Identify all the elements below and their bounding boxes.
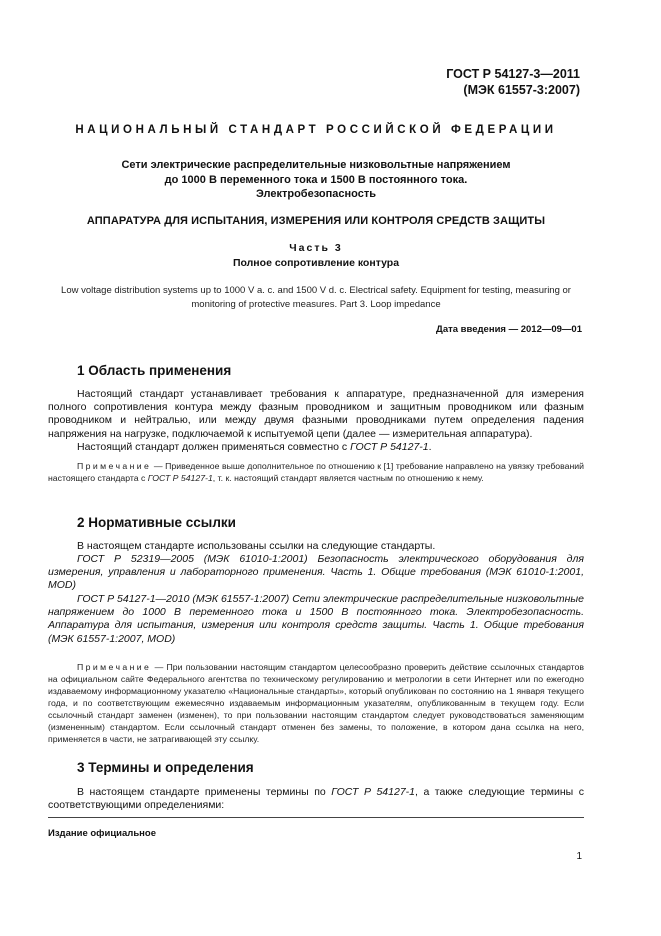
- section-3-reference: ГОСТ Р 54127-1: [331, 786, 416, 798]
- page-number: 1: [576, 851, 582, 862]
- section-1-note: [48, 460, 584, 484]
- section-1-paragraph-2: [48, 441, 584, 454]
- english-title-line-1: Low voltage distribution systems up to 1000 V a. c. and 1500 V d. c. Electrical safety. Equipment for testing, measuring or: [61, 285, 571, 296]
- section-3-prefix: В настоящем стандарте применены термины по: [77, 786, 332, 798]
- date-of-introduction: Дата введения — 2012—09—01: [436, 324, 582, 335]
- standard-designation: ГОСТ Р 54127-3—2011: [446, 67, 580, 81]
- section-3-heading: 3 Термины и определения: [77, 760, 254, 775]
- section-2-heading: 2 Нормативные ссылки: [77, 515, 236, 530]
- title-line-2: до 1000 В переменного тока и 1500 В постоянного тока.: [164, 173, 468, 186]
- note-label: Примечание: [77, 662, 152, 672]
- part-name: Полное сопротивление контура: [232, 257, 400, 269]
- para2-prefix: Настоящий стандарт должен применяться совместно с: [77, 441, 351, 453]
- iec-equivalent: (МЭК 61557-3:2007): [463, 83, 580, 97]
- note-text-b: , т. к. настоящий стандарт является частным по отношению к нему.: [212, 473, 484, 483]
- section-2-note: [48, 661, 584, 745]
- note-text-a: — Приведенное выше дополнительное по отношению к [1] требование направлено на увязку требований настоящего стандарта с: [48, 461, 584, 483]
- section-2-intro: В настоящем стандарте использованы ссылки на следующие стандарты.: [77, 540, 436, 552]
- para2-suffix: .: [428, 441, 432, 453]
- normative-reference-1: ГОСТ Р 52319—2005 (МЭК 61010-1:2001) Безопасность электрического оборудования для измерения, управления и лабораторного применения. Часть 1. Общие требования (МЭК 61010-1:2001, MOD): [48, 553, 584, 592]
- gost-reference-link: ГОСТ Р 54127-1: [350, 441, 429, 453]
- note-reference: ГОСТ Р 54127-1: [147, 473, 213, 483]
- section-1-paragraph-1: Настоящий стандарт устанавливает требования к аппаратуре, предназначенной для измерения полного сопротивления контура между фазным проводником и защитным проводником или фазным проводником и нейтралью, или между двумя фазными проводниками путем определения падения напряжения на нагрузке, подключаемой к испытуемой цепи (далее — измерительная аппаратура).: [48, 388, 584, 440]
- english-title: [48, 284, 584, 312]
- standard-designation-block: [446, 66, 580, 98]
- title-line-3: Электробезопасность: [255, 188, 377, 200]
- title-line-1: Сети электрические распределительные низковольтные напряжением: [121, 159, 511, 171]
- note-text: — При пользовании настоящим стандартом целесообразно проверить действие ссылочных стандартов на официальном сайте Федерального агентства по техническому регулированию и метрологии в сети Интернет или по ежегодно издаваемому информационному указателю «Национальные стандарты», который опубликован по состоянию на 1 января текущего года, и по соответствующим ежемесячно издаваемым информационным указателям, опубликованным в текущем году. Если ссылочный стандарт заменен (изменен), то при пользовании настоящим стандартом следует руководствоваться заменяющим (измененным) стандартом. Если ссылочный стандарт отменен без замены, то положение, в котором дана ссылка на него, применяется в части, не затрагивающей эту ссылку.: [48, 662, 584, 744]
- official-edition-label: Издание официальное: [48, 828, 156, 839]
- section-3-paragraph: [48, 786, 584, 812]
- section-1-heading: 1 Область применения: [77, 363, 232, 378]
- english-title-line-2: monitoring of protective measures. Part 3. Loop impedance: [191, 299, 441, 310]
- section-3-suffix: , а также следующие термины с соответствующими определениями:: [48, 786, 584, 812]
- national-standard-label: НАЦИОНАЛЬНЫЙ СТАНДАРТ РОССИЙСКОЙ ФЕДЕРАЦИИ: [75, 124, 557, 136]
- apparatus-title: АППАРАТУРА ДЛЯ ИСПЫТАНИЯ, ИЗМЕРЕНИЯ ИЛИ КОНТРОЛЯ СРЕДСТВ ЗАЩИТЫ: [86, 215, 546, 227]
- footer-divider: [48, 817, 584, 818]
- normative-reference-2: ГОСТ Р 54127-1—2010 (МЭК 61557-1:2007) Сети электрические распределительные низковольтные напряжением до 1000 В переменного тока и 1500 В постоянного тока. Электробезопасность. Аппаратура для испытания, измерения или контроля средств защиты. Часть 1. Общие требования (МЭК 61557-1:2007, MOD): [48, 593, 584, 645]
- document-title: [48, 158, 584, 202]
- part-number: Часть 3: [289, 242, 343, 254]
- note-label: Примечание: [77, 461, 152, 471]
